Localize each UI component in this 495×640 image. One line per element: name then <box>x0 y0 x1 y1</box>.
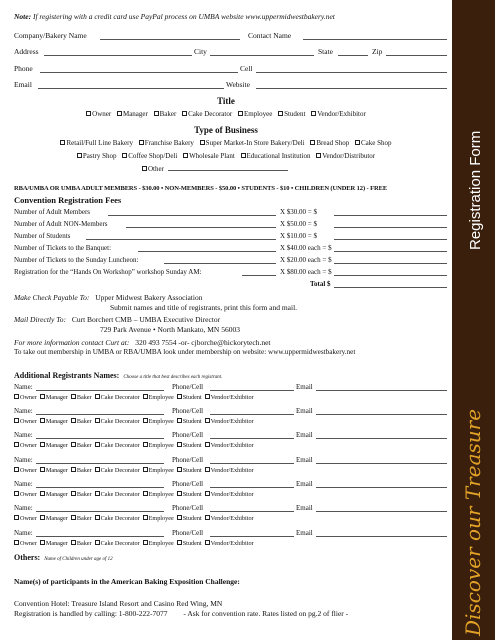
registrant-option-employee[interactable]: Employee <box>143 515 174 522</box>
info-label: For more information contact Curt at: <box>14 338 130 347</box>
title-option-student[interactable]: Student <box>278 110 305 118</box>
checkbox[interactable] <box>177 394 182 399</box>
business-option-wholesale[interactable]: Wholesale Plant <box>183 152 235 160</box>
checkbox[interactable] <box>95 515 100 520</box>
registrant-phone-label: Phone/Cell <box>172 431 204 439</box>
registrant-name-label: Name: <box>14 529 33 537</box>
registrant-name-field[interactable] <box>36 511 164 512</box>
checkbox[interactable] <box>177 491 182 496</box>
registrant-phone-field[interactable] <box>210 390 294 391</box>
checkbox[interactable] <box>95 467 100 472</box>
registrant-option-student[interactable]: Student <box>177 540 202 547</box>
checkbox[interactable] <box>95 418 100 423</box>
registrant-option-vendor[interactable]: Vendor/Exhibitor <box>205 540 254 547</box>
fee-amount-field[interactable] <box>334 263 447 264</box>
registrant-option-cake-decorator[interactable]: Cake Decorator <box>95 491 140 498</box>
checkbox[interactable] <box>143 491 148 496</box>
registrant-row <box>14 431 447 441</box>
registration-phone-line <box>14 609 348 618</box>
registrant-option-cake-decorator[interactable]: Cake Decorator <box>95 418 140 425</box>
fee-price: X $10.00 = $ <box>280 232 318 240</box>
registration-form-vertical-title <box>456 92 492 252</box>
company-field[interactable] <box>100 39 240 40</box>
registrant-email-field[interactable] <box>316 414 447 415</box>
fee-label: Number of Tickets to the Banquet: <box>14 244 112 252</box>
title-options <box>0 110 452 118</box>
registrant-row <box>14 407 447 417</box>
tagline-text: Discover our Treasure <box>461 408 485 636</box>
business-heading: Type of Business <box>194 125 258 135</box>
checkbox[interactable] <box>40 467 45 472</box>
email-field[interactable] <box>38 88 224 89</box>
contact-name-field[interactable] <box>303 39 447 40</box>
registrant-option-vendor[interactable]: Vendor/Exhibitor <box>205 442 254 449</box>
registrant-title-options <box>14 491 257 498</box>
checkbox[interactable] <box>14 515 19 520</box>
checkbox[interactable] <box>71 540 76 545</box>
checkbox[interactable] <box>40 442 45 447</box>
business-other-row <box>140 165 340 173</box>
registrant-option-student[interactable]: Student <box>177 467 202 474</box>
checkbox[interactable] <box>95 442 100 447</box>
fee-qty-field[interactable] <box>242 275 276 276</box>
checkbox[interactable] <box>71 418 76 423</box>
registrant-option-baker[interactable]: Baker <box>71 394 92 401</box>
title-option-cake-decorator[interactable]: Cake Decorator <box>182 110 232 118</box>
hotel-line: Convention Hotel: Treasure Island Resort and Casino Red Wing, MN <box>14 599 223 608</box>
registrant-phone-field[interactable] <box>210 414 294 415</box>
checkbox[interactable] <box>71 515 76 520</box>
registrant-phone-field[interactable] <box>210 511 294 512</box>
registrant-option-owner[interactable]: Owner <box>14 418 37 425</box>
checkbox[interactable] <box>183 153 188 158</box>
checkbox[interactable] <box>142 166 147 171</box>
info-line <box>14 338 270 347</box>
registrant-option-manager[interactable]: Manager <box>40 491 68 498</box>
registrant-email-label: Email <box>296 504 313 512</box>
registrant-phone-label: Phone/Cell <box>172 407 204 415</box>
business-option-franchise[interactable]: Franchise Bakery <box>139 139 194 147</box>
cell-field[interactable] <box>256 72 447 73</box>
city-label: City <box>194 47 207 56</box>
registrant-email-label: Email <box>296 383 313 391</box>
registrant-option-baker[interactable]: Baker <box>71 467 92 474</box>
registrant-option-cake-decorator[interactable]: Cake Decorator <box>95 515 140 522</box>
checkbox[interactable] <box>143 467 148 472</box>
registrant-option-manager[interactable]: Manager <box>40 515 68 522</box>
fee-label: Number of Adult Members <box>14 208 91 216</box>
title-option-manager[interactable]: Manager <box>117 110 148 118</box>
fee-row-students <box>14 232 447 242</box>
title-option-vendor[interactable]: Vendor/Exhibitor <box>311 110 366 118</box>
checkbox[interactable] <box>205 491 210 496</box>
fee-amount-field[interactable] <box>334 215 447 216</box>
fee-label: Registration for the “Hands On Workshop” workshop Sunday AM: <box>14 268 202 276</box>
company-row <box>14 31 447 42</box>
registrant-name-field[interactable] <box>36 390 164 391</box>
checkbox[interactable] <box>143 418 148 423</box>
phone-row <box>14 64 447 75</box>
registrant-email-field[interactable] <box>316 463 447 464</box>
email-label: Email <box>14 80 32 89</box>
title-option-employee[interactable]: Employee <box>238 110 272 118</box>
zip-field[interactable] <box>386 55 447 56</box>
checkbox[interactable] <box>238 111 243 116</box>
checkbox[interactable] <box>95 394 100 399</box>
fee-row-luncheon <box>14 256 447 266</box>
checkbox[interactable] <box>177 467 182 472</box>
checkbox[interactable] <box>200 140 205 145</box>
checkbox[interactable] <box>143 442 148 447</box>
membership-rates: RBA/UMBA OR UMBA ADULT MEMBERS - $30.00 • NON-MEMBERS - $50.00 • STUDENTS - $10 • CHILDREN (UNDER 12) - FREE <box>14 185 388 192</box>
fee-qty-field[interactable] <box>126 227 276 228</box>
checkbox[interactable] <box>177 515 182 520</box>
state-field[interactable] <box>338 55 368 56</box>
mail-line <box>14 315 220 324</box>
address-label: Address <box>14 47 39 56</box>
registrant-option-student[interactable]: Student <box>177 491 202 498</box>
registrant-option-employee[interactable]: Employee <box>143 467 174 474</box>
registrant-row <box>14 456 447 466</box>
note-prefix: Note: <box>14 12 32 21</box>
registrant-phone-field[interactable] <box>210 463 294 464</box>
business-option-other[interactable]: Other <box>142 165 164 173</box>
fee-label: Number of Tickets to the Sunday Luncheon: <box>14 256 139 264</box>
registrant-option-vendor[interactable]: Vendor/Exhibitor <box>205 515 254 522</box>
registrant-name-field[interactable] <box>36 438 164 439</box>
fees-heading: Convention Registration Fees <box>14 195 122 205</box>
paypal-note <box>14 12 335 21</box>
registrant-phone-label: Phone/Cell <box>172 480 204 488</box>
business-option-retail[interactable]: Retail/Full Line Bakery <box>60 139 133 147</box>
mail-label: Mail Directly To: <box>14 315 66 324</box>
registrant-option-owner[interactable]: Owner <box>14 540 37 547</box>
address-field[interactable] <box>44 55 192 56</box>
fee-price: X $20.00 each = $ <box>280 256 332 264</box>
challenge-heading: Name(s) of participants in the American Baking Exposition Challenge: <box>14 577 240 586</box>
city-field[interactable] <box>210 55 314 56</box>
registrant-option-owner[interactable]: Owner <box>14 515 37 522</box>
registrant-option-cake-decorator[interactable]: Cake Decorator <box>95 540 140 547</box>
zip-label: Zip <box>372 47 383 56</box>
registrant-row <box>14 529 447 539</box>
checkbox[interactable] <box>278 111 283 116</box>
registrant-name-label: Name: <box>14 383 33 391</box>
contact-name-label: Contact Name <box>248 31 292 40</box>
checkbox[interactable] <box>143 515 148 520</box>
title-option-baker[interactable]: Baker <box>154 110 177 118</box>
registrant-option-owner[interactable]: Owner <box>14 394 37 401</box>
registrant-name-label: Name: <box>14 431 33 439</box>
checkbox[interactable] <box>40 491 45 496</box>
registrant-option-employee[interactable]: Employee <box>143 418 174 425</box>
registrant-option-employee[interactable]: Employee <box>143 442 174 449</box>
checkbox[interactable] <box>205 540 210 545</box>
checkbox[interactable] <box>71 491 76 496</box>
checkbox[interactable] <box>310 140 315 145</box>
registrant-phone-field[interactable] <box>210 536 294 537</box>
registrant-phone-label: Phone/Cell <box>172 529 204 537</box>
business-options-row2 <box>0 152 452 160</box>
checkbox[interactable] <box>311 111 316 116</box>
registrant-email-label: Email <box>296 456 313 464</box>
business-option-educational[interactable]: Educational Institution <box>241 152 311 160</box>
fee-amount-field[interactable] <box>334 275 447 276</box>
sidebar-banner <box>452 0 495 640</box>
registrant-option-baker[interactable]: Baker <box>71 515 92 522</box>
total-label: Total $ <box>310 280 331 288</box>
registrant-name-field[interactable] <box>36 536 164 537</box>
registrant-row <box>14 480 447 490</box>
fee-amount-field[interactable] <box>334 251 447 252</box>
checkbox[interactable] <box>205 394 210 399</box>
checkbox[interactable] <box>95 540 100 545</box>
business-option-vendor-distributor[interactable]: Vendor/Distributor <box>316 152 375 160</box>
registrant-option-student[interactable]: Student <box>177 442 202 449</box>
registrant-option-vendor[interactable]: Vendor/Exhibitor <box>205 467 254 474</box>
registrant-email-field[interactable] <box>316 536 447 537</box>
business-options-row1 <box>0 139 452 147</box>
fee-row-total <box>14 280 447 290</box>
checkbox[interactable] <box>86 111 91 116</box>
checkbox[interactable] <box>143 394 148 399</box>
registrant-name-label: Name: <box>14 480 33 488</box>
checkbox[interactable] <box>316 153 321 158</box>
checkbox[interactable] <box>71 442 76 447</box>
phone-label: Phone <box>14 64 33 73</box>
registrant-title-options <box>14 394 257 401</box>
registrant-option-baker[interactable]: Baker <box>71 491 92 498</box>
fee-price: X $30.00 = $ <box>280 208 318 216</box>
address-row <box>14 47 447 58</box>
website-field[interactable] <box>256 88 447 89</box>
checkbox[interactable] <box>60 140 65 145</box>
state-label: State <box>318 47 333 56</box>
fee-qty-field[interactable] <box>86 239 276 240</box>
checkbox[interactable] <box>71 467 76 472</box>
registrant-option-cake-decorator[interactable]: Cake Decorator <box>95 467 140 474</box>
checkbox[interactable] <box>122 153 127 158</box>
checkbox[interactable] <box>241 153 246 158</box>
checkbox[interactable] <box>177 418 182 423</box>
registrant-email-field[interactable] <box>316 487 447 488</box>
checkbox[interactable] <box>205 515 210 520</box>
registrant-option-owner[interactable]: Owner <box>14 491 37 498</box>
fee-qty-field[interactable] <box>138 251 276 252</box>
registrant-email-label: Email <box>296 407 313 415</box>
registrant-option-student[interactable]: Student <box>177 515 202 522</box>
fee-qty-field[interactable] <box>164 263 276 264</box>
checkbox[interactable] <box>177 540 182 545</box>
checkbox[interactable] <box>205 418 210 423</box>
checkbox[interactable] <box>117 111 122 116</box>
checkbox[interactable] <box>182 111 187 116</box>
registrant-name-label: Name: <box>14 504 33 512</box>
registrant-phone-label: Phone/Cell <box>172 504 204 512</box>
registrant-option-manager[interactable]: Manager <box>40 467 68 474</box>
fee-label: Number of Adult NON-Members <box>14 220 108 228</box>
checkbox[interactable] <box>355 140 360 145</box>
checkbox[interactable] <box>14 540 19 545</box>
fee-label: Number of Students <box>14 232 71 240</box>
payable-line <box>14 293 202 302</box>
registrant-title-options <box>14 515 257 522</box>
registrant-name-field[interactable] <box>36 414 164 415</box>
cell-label: Cell <box>240 64 253 73</box>
business-option-coffee[interactable]: Coffee Shop/Deli <box>122 152 177 160</box>
registrant-phone-label: Phone/Cell <box>172 383 204 391</box>
additional-heading: Additional Registrants Names: <box>14 371 120 380</box>
registrant-email-field[interactable] <box>316 390 447 391</box>
membership-web-note: To take out membership in UMBA or RBA/UMBA look under membership on website: www.uppermidwestbakery.net <box>14 348 356 356</box>
registrant-option-owner[interactable]: Owner <box>14 467 37 474</box>
fee-qty-field[interactable] <box>108 215 276 216</box>
payable-to: Upper Midwest Bakery Association <box>95 293 203 302</box>
fee-amount-field[interactable] <box>334 227 447 228</box>
registrant-option-employee[interactable]: Employee <box>143 491 174 498</box>
checkbox[interactable] <box>40 540 45 545</box>
checkbox[interactable] <box>14 467 19 472</box>
checkbox[interactable] <box>71 394 76 399</box>
registrant-phone-field[interactable] <box>210 487 294 488</box>
convention-rate-note: - Ask for convention rate. Rates listed on pg.2 of flier - <box>183 609 349 618</box>
registrant-option-manager[interactable]: Manager <box>40 540 68 547</box>
company-label: Company/Bakery Name <box>14 31 87 40</box>
mail-address: 729 Park Avenue • North Mankato, MN 56003 <box>100 325 240 334</box>
title-heading: Title <box>217 96 235 106</box>
registrant-option-employee[interactable]: Employee <box>143 540 174 547</box>
registrant-option-vendor[interactable]: Vendor/Exhibitor <box>205 394 254 401</box>
note-text: If registering with a credit card use PayPal process on UMBA website www.uppermidwestbakery.net <box>32 12 335 21</box>
payable-label: Make Check Payable To: <box>14 293 90 302</box>
registrant-option-baker[interactable]: Baker <box>71 540 92 547</box>
registrant-email-label: Email <box>296 431 313 439</box>
fee-price: X $40.00 each = $ <box>280 244 332 252</box>
registrant-option-student[interactable]: Student <box>177 394 202 401</box>
registrant-title-options <box>14 418 257 425</box>
fee-row-adult-members <box>14 208 447 218</box>
registrant-option-manager[interactable]: Manager <box>40 418 68 425</box>
fee-price: X $50.00 = $ <box>280 220 318 228</box>
fee-row-workshop <box>14 268 447 278</box>
registrant-phone-field[interactable] <box>210 438 294 439</box>
checkbox[interactable] <box>14 394 19 399</box>
submit-note: Submit names and title of registrants, print this form and mail. <box>110 303 298 312</box>
fee-price: X $80.00 each = $ <box>280 268 332 276</box>
registrant-email-field[interactable] <box>316 511 447 512</box>
checkbox[interactable] <box>14 418 19 423</box>
registrant-option-manager[interactable]: Manager <box>40 394 68 401</box>
registrant-row <box>14 383 447 393</box>
registrant-option-cake-decorator[interactable]: Cake Decorator <box>95 394 140 401</box>
checkbox[interactable] <box>205 442 210 447</box>
tagline-vertical <box>454 300 494 640</box>
registrant-title-options <box>14 540 257 547</box>
checkbox[interactable] <box>40 418 45 423</box>
registrant-option-vendor[interactable]: Vendor/Exhibitor <box>205 491 254 498</box>
additional-heading-line <box>14 371 222 380</box>
phone-field[interactable] <box>40 72 238 73</box>
checkbox[interactable] <box>139 140 144 145</box>
registrant-option-manager[interactable]: Manager <box>40 442 68 449</box>
additional-hint: Choose a title that best describes each registrant. <box>123 375 223 380</box>
checkbox[interactable] <box>205 467 210 472</box>
checkbox[interactable] <box>14 442 19 447</box>
checkbox[interactable] <box>14 491 19 496</box>
mail-to: Curt Borchert CMB – UMBA Executive Director <box>71 315 221 324</box>
registrant-email-label: Email <box>296 529 313 537</box>
registrant-name-field[interactable] <box>36 487 164 488</box>
checkbox[interactable] <box>143 540 148 545</box>
fee-row-non-members <box>14 220 447 230</box>
others-line <box>14 553 113 562</box>
registrant-option-baker[interactable]: Baker <box>71 442 92 449</box>
business-option-bread-shop[interactable]: Bread Shop <box>310 139 349 147</box>
fee-row-banquet <box>14 244 447 254</box>
registrant-row <box>14 504 447 514</box>
title-option-owner[interactable]: Owner <box>86 110 111 118</box>
info-contact: 320 493 7554 -or- cjborche@hickorytech.net <box>135 338 271 347</box>
registration-form-title: Registration Form <box>467 130 484 250</box>
total-field[interactable] <box>334 287 447 288</box>
registrant-name-label: Name: <box>14 456 33 464</box>
registrant-name-field[interactable] <box>36 463 164 464</box>
business-option-cake-shop[interactable]: Cake Shop <box>355 139 392 147</box>
others-hint: Name of Children under age of 12 <box>44 557 113 562</box>
registrant-name-label: Name: <box>14 407 33 415</box>
business-option-supermarket[interactable]: Super Market-In Store Bakery/Deli <box>200 139 305 147</box>
checkbox[interactable] <box>154 111 159 116</box>
other-field[interactable] <box>168 165 288 171</box>
registrant-option-vendor[interactable]: Vendor/Exhibitor <box>205 418 254 425</box>
registrant-email-field[interactable] <box>316 438 447 439</box>
checkbox[interactable] <box>95 491 100 496</box>
others-label: Others: <box>14 553 41 562</box>
registrant-phone-label: Phone/Cell <box>172 456 204 464</box>
checkbox[interactable] <box>40 515 45 520</box>
checkbox[interactable] <box>77 153 82 158</box>
registrant-option-owner[interactable]: Owner <box>14 442 37 449</box>
registrant-option-baker[interactable]: Baker <box>71 418 92 425</box>
website-label: Website <box>226 80 250 89</box>
registrant-title-options <box>14 442 257 449</box>
email-row <box>14 80 447 91</box>
checkbox[interactable] <box>40 394 45 399</box>
checkbox[interactable] <box>177 442 182 447</box>
business-option-pastry[interactable]: Pastry Shop <box>77 152 117 160</box>
registration-phone: Registration is handled by calling: 1-800-222-7077 <box>14 609 168 618</box>
registrant-option-employee[interactable]: Employee <box>143 394 174 401</box>
registrant-title-options <box>14 467 257 474</box>
registrant-option-student[interactable]: Student <box>177 418 202 425</box>
fee-amount-field[interactable] <box>334 239 447 240</box>
registrant-email-label: Email <box>296 480 313 488</box>
registrant-option-cake-decorator[interactable]: Cake Decorator <box>95 442 140 449</box>
